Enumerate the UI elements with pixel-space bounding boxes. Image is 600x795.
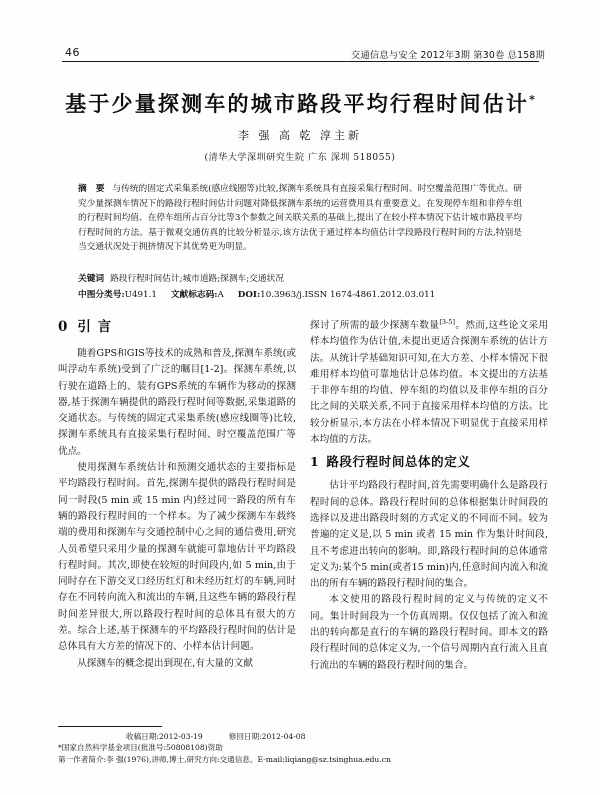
affiliation: (清华大学深圳研究生院 广东 深圳 518055) [204, 153, 396, 163]
header-divider [62, 61, 539, 62]
paragraph: 本文使用的路段行程时间的定义与传统的定义不同。集计时间段为一个仿真周期。仅仅包括了流入和流出的转向都是直行的车辆的路段行程时间。即本文的路段行程时间的总体定义为,一个信号周期内直行流入且直行流出的车辆的路段行程时间的集合。 [310, 594, 548, 671]
clc-label: 中图分类号: [78, 290, 125, 300]
author-list: 李 强 高 乾 淳主新 [238, 129, 362, 142]
footnote-divider [58, 726, 162, 727]
classification-line [78, 288, 538, 302]
paragraph-continued: 探讨了所需的最少探测车数量[3-5]。然而,这些论文采用样本均值作为估计值,未提出更适合探测车系统的估计方法。从统计学基础知识可知,在大方差、小样本情况下很难用样本均值可靠地估计总体均值。本文提出的方法基于非停车组的均值、停车组的均值以及非停车组的百分比之间的关联关系,不同于直接采用样本均值的方法。比较分析显示,本方法在小样本情况下明显优于直接采用样本均值的方法。 [310, 317, 548, 446]
abstract-label: 摘 要 [78, 184, 108, 194]
section-heading-1 [310, 453, 548, 471]
section-title-1: 路段行程时间总体的定义 [326, 454, 471, 470]
paragraph: 估计平均路段行程时间,首先需要明确什么是路段行程时间的总体。路段行程时间的总体根据集计时间段的选择以及进出路段时刻的方式定义的不同而不同。较为普遍的定义是,以 5 min 或者 15 min 作为集计时间段,且不考虑进出转向的影响。即,路段行程时间的总体通常定义为:某个5 min(或者15 min)内,任意时间内流入和流出的所有车辆的路段行程时间的集合。 [310, 480, 548, 590]
section-number-0: 0 [58, 319, 69, 335]
reference-marker: [3-5] [439, 317, 456, 326]
abstract [78, 182, 522, 255]
revised-value: 2012-04-08 [261, 732, 306, 741]
doi-value: 10.3963/j.ISSN 1674-4861.2012.03.011 [260, 290, 436, 300]
body-column-right [310, 318, 548, 674]
footnote-dates [58, 731, 538, 742]
journal-issue-line: 交通信息与安全 2012年3期 第30卷 总158期 [350, 50, 545, 61]
footnote-funding: *国家自然科学基金项目(批准号:50808108)资助 [58, 743, 223, 753]
page-title [0, 88, 600, 118]
paragraph: 使用探测车系统估计和预测交通状态的主要指标是平均路段行程时间。首先,探测车提供的路段行程时间是同一时段(5 min 或 15 min 内)经过同一路段的所有车辆的路段行程时间的一个样本。为了减少探测车车载终端的费用和探测车与交通控制中心之间的通信费用,研究人员希望只采用少量的探测车就能可靠地估计平均路段行程时间。其次,即使在较短的时间段内,如 5 min,由于同时存在下游交叉口经历红灯和未经历红灯的车辆,同时存在不同转向流入和流出的车辆,且这些车辆的路段行程时间差异很大,所以路段行程时间的总体具有很大的方差。综合上述,基于探测车的平均路段行程时间的估计是总体具有大方差的情况下的、小样本估计问题。 [58, 462, 296, 653]
keywords-text: 路段行程时间估计;城市道路;探测车;交通状况 [110, 274, 284, 284]
section-title-0: 引 言 [77, 319, 113, 335]
revised-label: 修回日期: [228, 732, 262, 741]
section-heading-0 [58, 318, 296, 337]
received-value: 2012-03-19 [158, 732, 203, 741]
paragraph-partial: 从探测车的概念提出到现在,有大量的文献 [77, 657, 253, 669]
doc-code-label: 文献标志码: [170, 290, 218, 300]
received-label: 收稿日期: [126, 732, 159, 741]
keywords-label: 关键词 [78, 274, 105, 284]
doc-code-value: A [217, 290, 224, 300]
page-folio: 46 [65, 46, 80, 59]
body-column-left [58, 318, 296, 672]
doi-label: DOI: [237, 290, 261, 300]
section-number-1: 1 [310, 454, 320, 470]
abstract-text: 与传统的固定式采集系统(感应线圈等)比较,探测车系统具有直接采集行程时间、时空覆盖范围广等优点。研究少量探测车情况下的路段行程时间估计问题对降低探测车系统的运营费用具有重要意义。在发现停车组和非停车组的行程时间均值、在停车组所占百分比等3个参数之间关联关系的基础上,提出了在较小样本情况下估计城市路段平均行程时间的方法。基于微观交通仿真的比较分析显示,该方法优于通过样本均值估计学段路段行程时间的方法,特别是当交通状况处于拥挤情况下其优势更为明显。 [78, 184, 522, 253]
clc-value: U491.1 [124, 290, 157, 300]
footnote-author-bio: 第一作者简介:李 强(1976),讲师,博士,研究方向:交通信息。E-mail:liqiang@sz.tsinghua.edu.cn [58, 754, 391, 764]
title-text: 基于少量探测车的城市路段平均行程时间估计 [65, 91, 530, 116]
title-footnote-marker: * [529, 93, 535, 106]
paragraph: 随着GPS和GIS等技术的成熟和普及,探测车系统(或叫浮动车系统)受到了广泛的瞩目[1-2]。探测车系统,以行驶在道路上的、装有GPS系统的车辆作为移动的探测器,基于探测车辆提供的路段行程时间等数据,采集道路的交通状态。与传统的固定式采集系统(感应线圈等)比较,探测车系统具有直接采集行程时间、时空覆盖范围广等优点。 [58, 348, 296, 457]
footnote-block [58, 731, 538, 765]
keywords [78, 272, 522, 286]
